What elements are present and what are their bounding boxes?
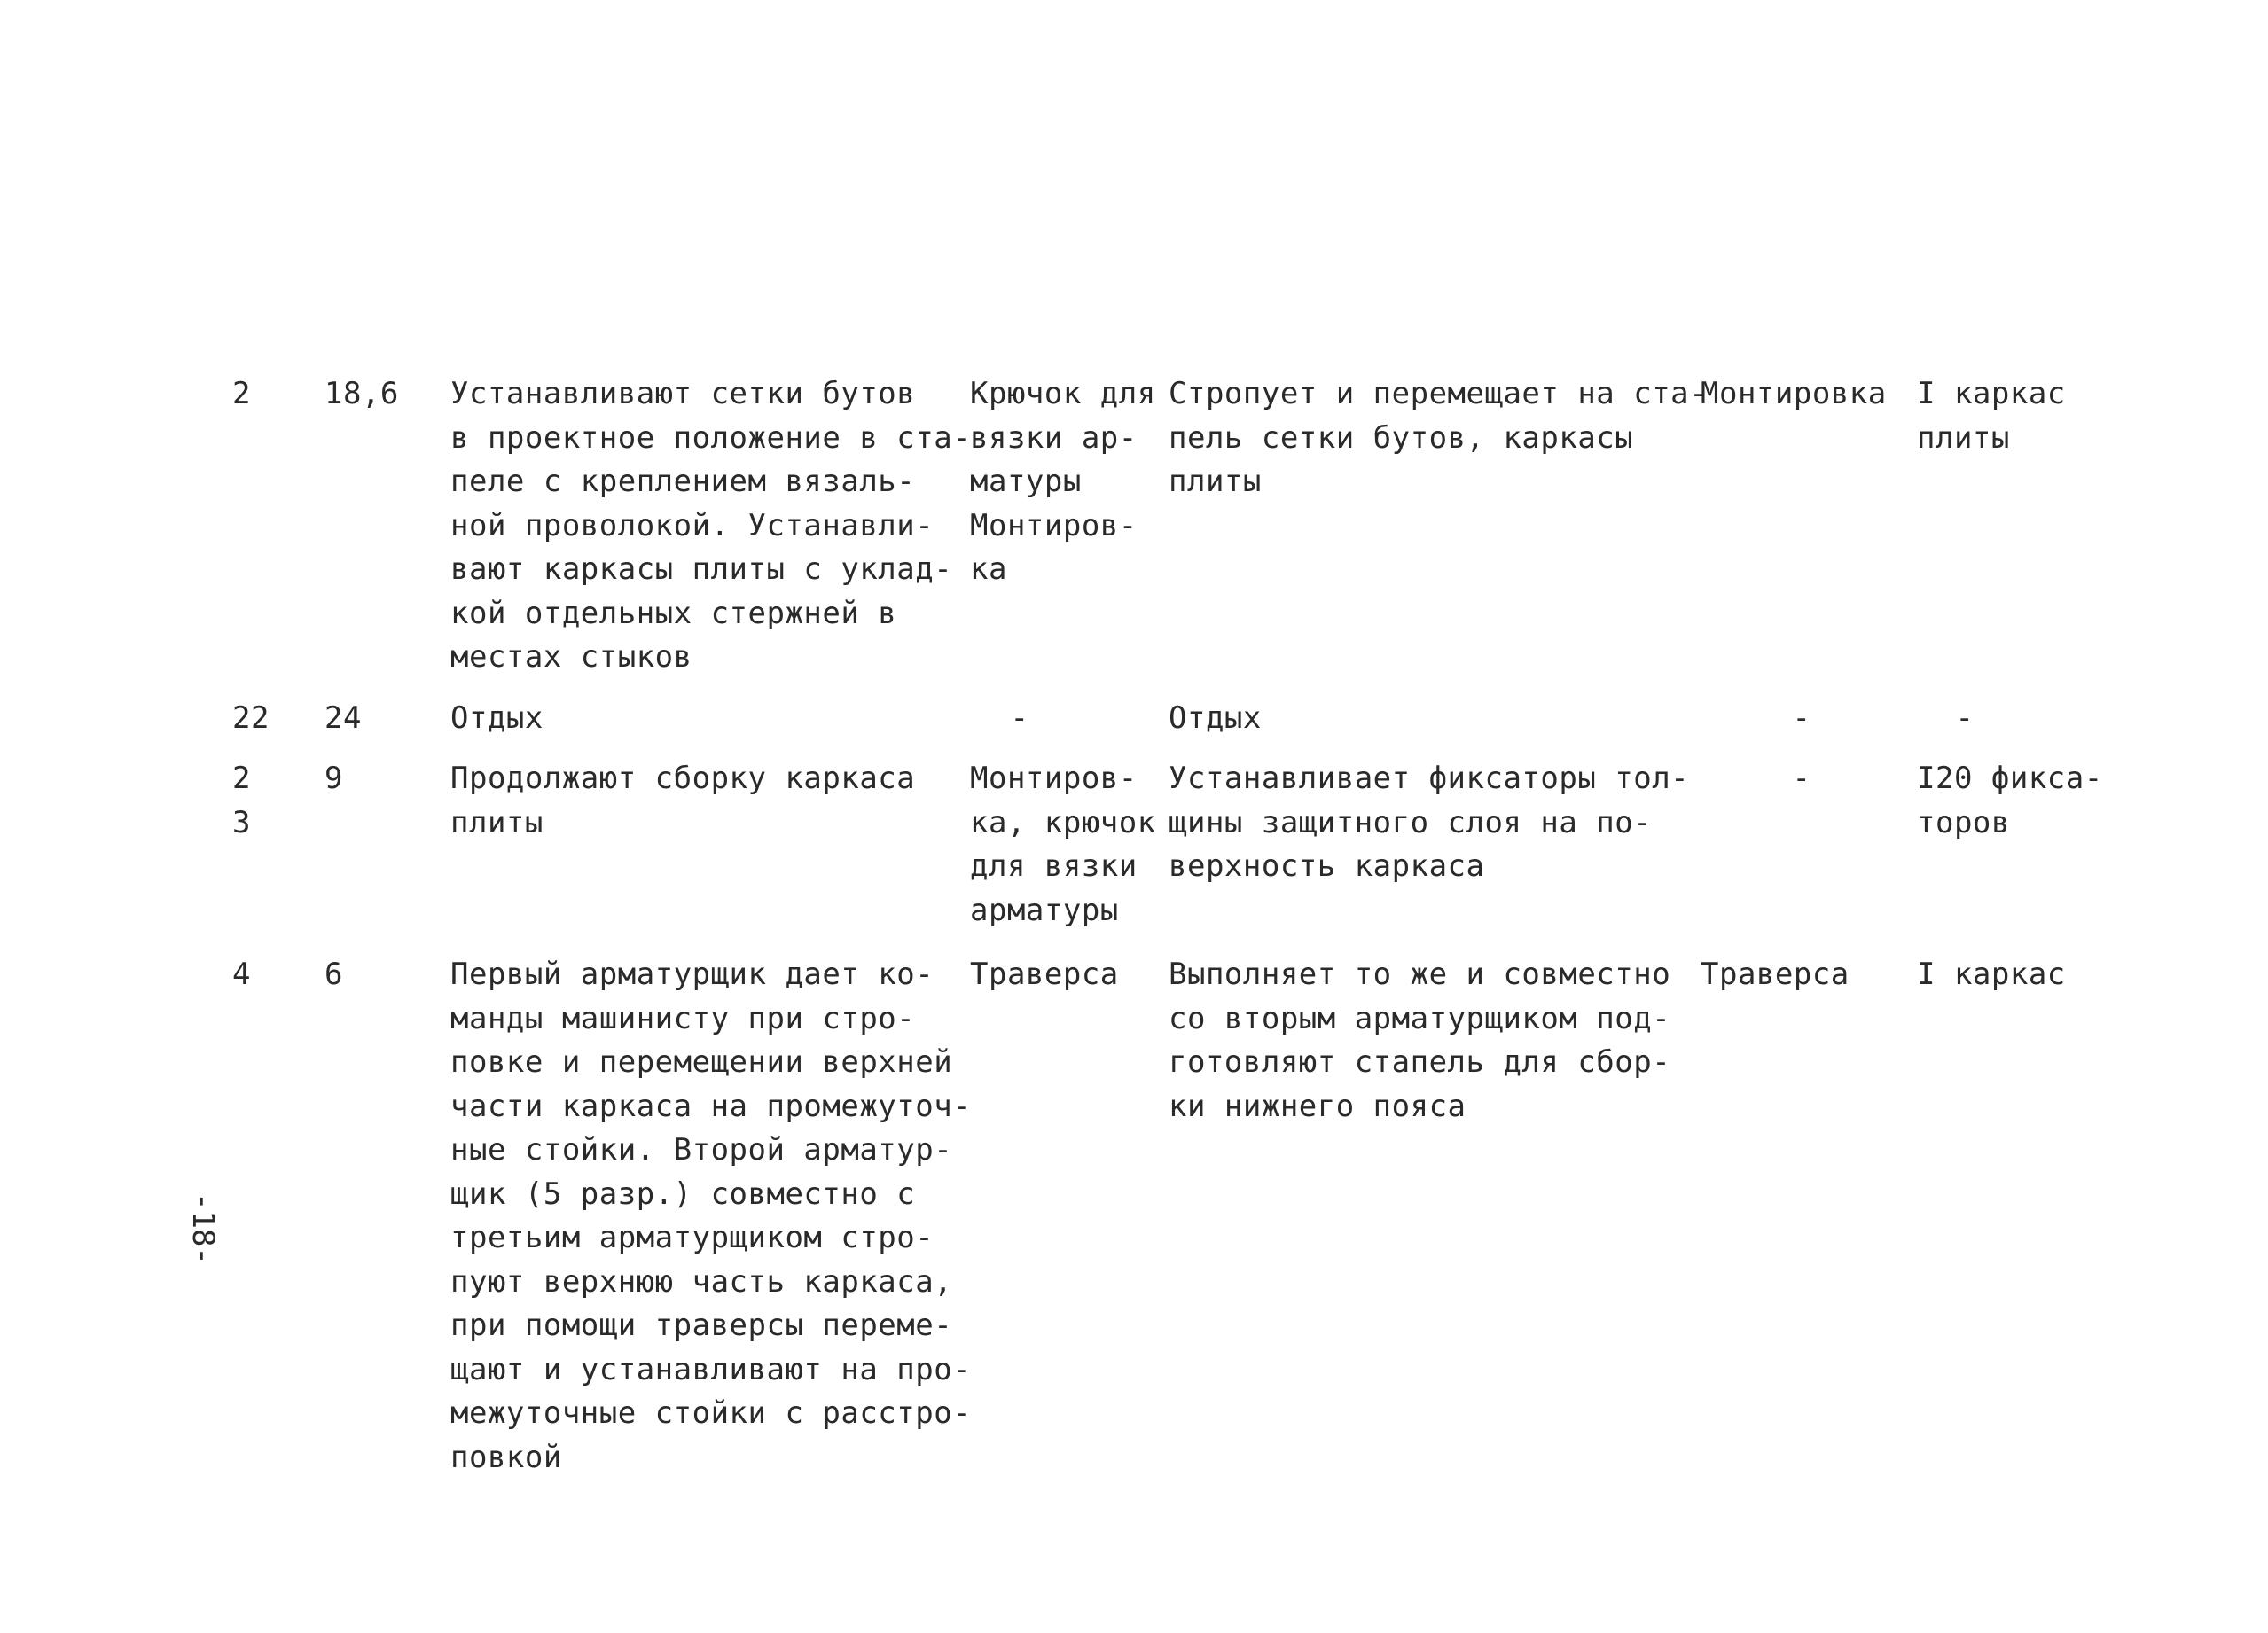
row-tools: - [1010,700,1029,736]
row-number: 2 [232,376,251,411]
row-operation: Продолжают сборку каркаса плиты [450,761,916,840]
row-time: 18,6 [325,376,399,411]
row-time: 6 [325,957,343,992]
page-number: -18- [185,1192,221,1265]
row-unit: I каркас [1917,957,2066,992]
row-time: 9 [325,761,343,796]
row-time: 24 [325,700,362,736]
row-second-worker: Устанавливает фиксаторы тол- щины защитного слоя на по- верхность каркаса [1169,761,1690,884]
row-operation: Первый арматурщик дает ко- манды машинисту при стро- повке и перемещении верхней части каркаса на промежуточ- ные стойки. Второй арматур- щик (5 разр.) совместно с третьим арматурщиком стро- пуют верхнюю часть каркаса, при помощи траверсы переме- щают и устанавливают на про- межуточные стойки с расстро- повкой [450,957,972,1475]
row-second-worker: Стропует и перемещает на ста- пель сетки бутов, каркасы плиты [1169,376,1709,499]
row-equipment: Монтировка [1701,376,1887,411]
row-tools: Крючок для вязки ар- матуры Монтиров- ка [970,376,1156,587]
row-tools: Монтиров- ка, крючок для вязки арматуры [970,761,1156,928]
row-equipment: - [1792,700,1811,736]
row-tools: Траверса [970,957,1119,992]
row-operation: Устанавливают сетки бутов в проектное положение в ста- пеле с креплением вязаль- ной проволокой. Устанавли- вают каркасы плиты с уклад- кой отдельных стержней в местах стыков [450,376,972,675]
row-number: 2 3 [232,761,251,840]
row-unit: - [1955,700,1975,736]
row-second-worker: Выполняет то же и совместно со вторым арматурщиком под- готовляют стапель для сбор- ки нижнего пояса [1169,957,1671,1124]
row-unit: I20 фикса- торов [1917,761,2103,840]
row-number: 4 [232,957,251,992]
row-number: 22 [232,700,270,736]
row-operation: Отдых [450,700,544,736]
row-unit: I каркас плиты [1917,376,2066,456]
row-second-worker: Отдых [1169,700,1262,736]
row-equipment: - [1792,761,1811,796]
row-equipment: Траверса [1701,957,1850,992]
